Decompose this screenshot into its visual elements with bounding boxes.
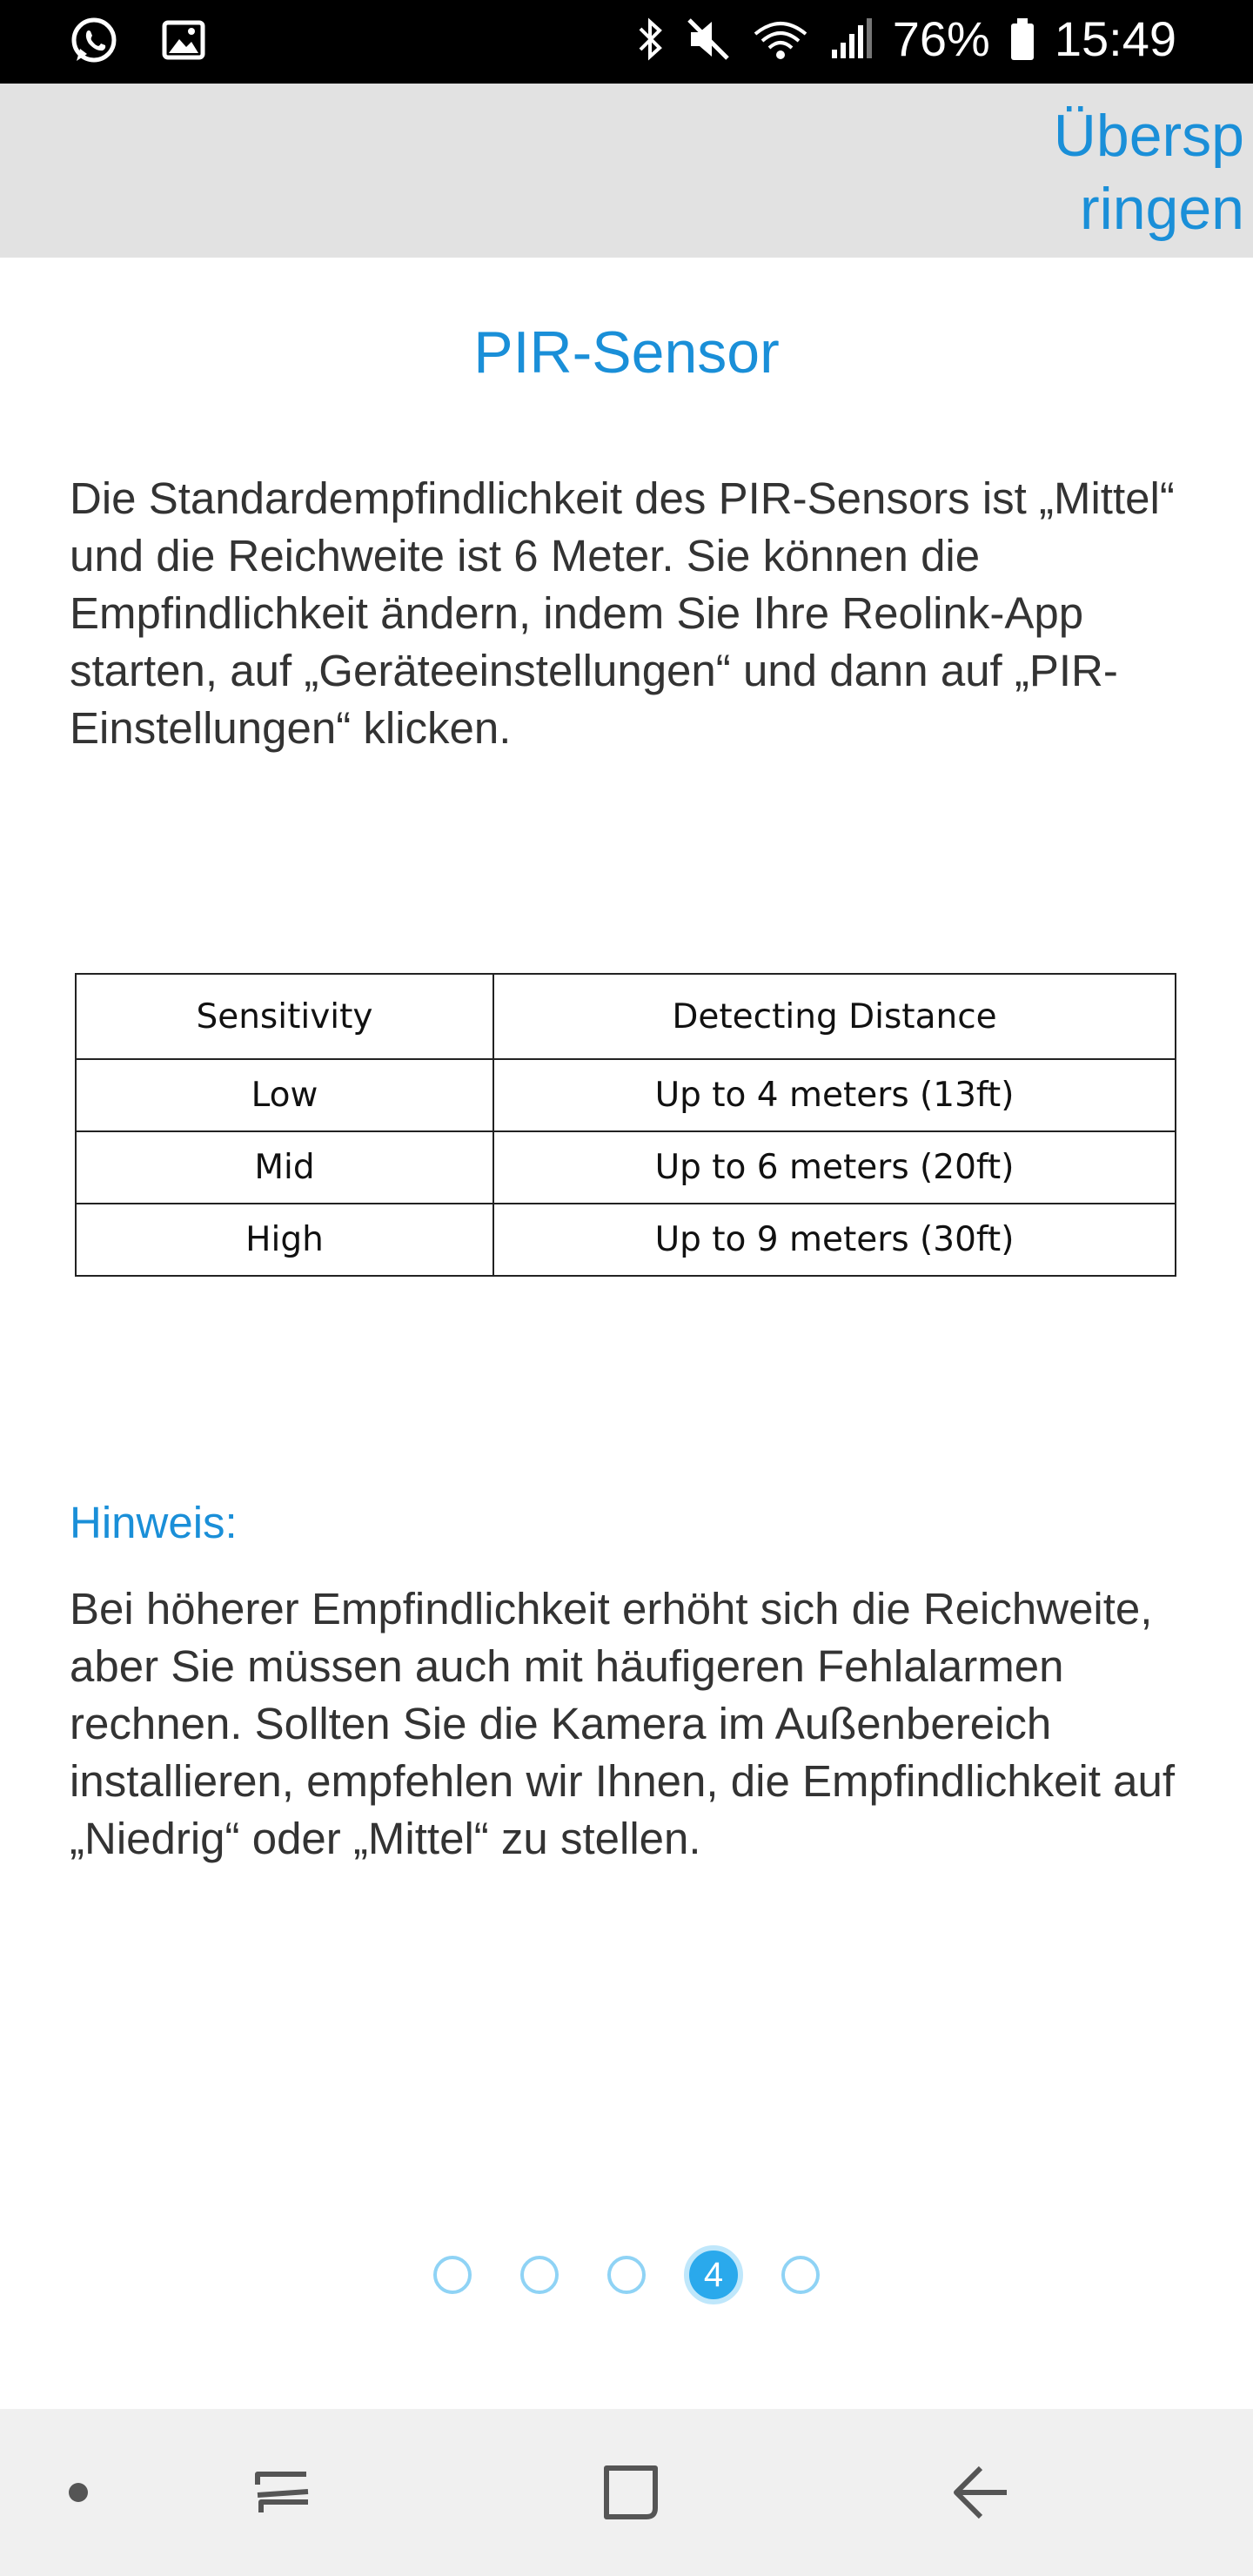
intro-paragraph: Die Standardempfindlichkeit des PIR-Sensors ist „Mittel“ und die Reichweite ist 6 Meter. Sie können die Empfindlichkeit ändern, indem Sie Ihre Reolink-App starten, auf „Geräteeinstellungen“ und dann auf „PIR-Einstellungen“ klicken.: [70, 473, 1175, 753]
page-indicator: [0, 2240, 1253, 2310]
whatsapp-icon: [70, 16, 118, 64]
table-cell: Up to 4 meters (13ft): [493, 1059, 1176, 1131]
wifi-icon: [752, 15, 809, 64]
status-right-icons: [635, 10, 1176, 67]
table-cell: Mid: [76, 1131, 493, 1204]
clock: 15:49: [1054, 11, 1176, 66]
gallery-icon: [162, 18, 205, 62]
table-header-cell: Sensitivity: [76, 974, 493, 1059]
home-icon[interactable]: [583, 2409, 679, 2576]
table-row: [76, 1131, 1176, 1204]
skip-button[interactable]: Überspringen: [1053, 103, 1244, 242]
page-dot-5[interactable]: [781, 2256, 820, 2294]
table-cell: High: [76, 1204, 493, 1276]
table-cell: Up to 9 meters (30ft): [493, 1204, 1176, 1276]
recent-apps-icon[interactable]: [235, 2409, 331, 2576]
table-row: [76, 1059, 1176, 1131]
battery-icon: [1009, 15, 1035, 64]
table-cell: Up to 6 meters (20ft): [493, 1131, 1176, 1204]
page-dot-3[interactable]: [607, 2256, 646, 2294]
bluetooth-icon: [635, 15, 667, 64]
table-header-cell: Detecting Distance: [493, 974, 1176, 1059]
mute-icon: [686, 15, 733, 64]
note-heading: Hinweis:: [70, 1498, 238, 1547]
page-title: PIR-Sensor: [473, 319, 780, 386]
top-bar: [0, 84, 1253, 258]
back-icon[interactable]: [933, 2409, 1029, 2576]
status-left-icons: [70, 16, 205, 64]
status-bar: [0, 0, 1253, 84]
table-cell: Low: [76, 1059, 493, 1131]
page-dot-current[interactable]: 4: [684, 2245, 743, 2304]
system-nav-bar: [0, 2409, 1253, 2576]
sensitivity-table: [75, 973, 1176, 1277]
page-dot-1[interactable]: [433, 2256, 472, 2294]
note-paragraph: Bei höherer Empfindlichkeit erhöht sich die Reichweite, aber Sie müssen auch mit häufigeren Fehlalarmen rechnen. Sollten Sie die Kamera im Außenbereich installieren, empfehlen wir Ihnen, die Empfindlichkeit auf „Niedrig“ oder „Mittel“ zu stellen.: [70, 1584, 1176, 1863]
table-row: [76, 1204, 1176, 1276]
page-dot-2[interactable]: [520, 2256, 559, 2294]
dot-indicator-icon: [52, 2409, 104, 2576]
table-header-row: [76, 974, 1176, 1059]
battery-percent: 76%: [892, 11, 990, 66]
signal-icon: [828, 15, 874, 64]
